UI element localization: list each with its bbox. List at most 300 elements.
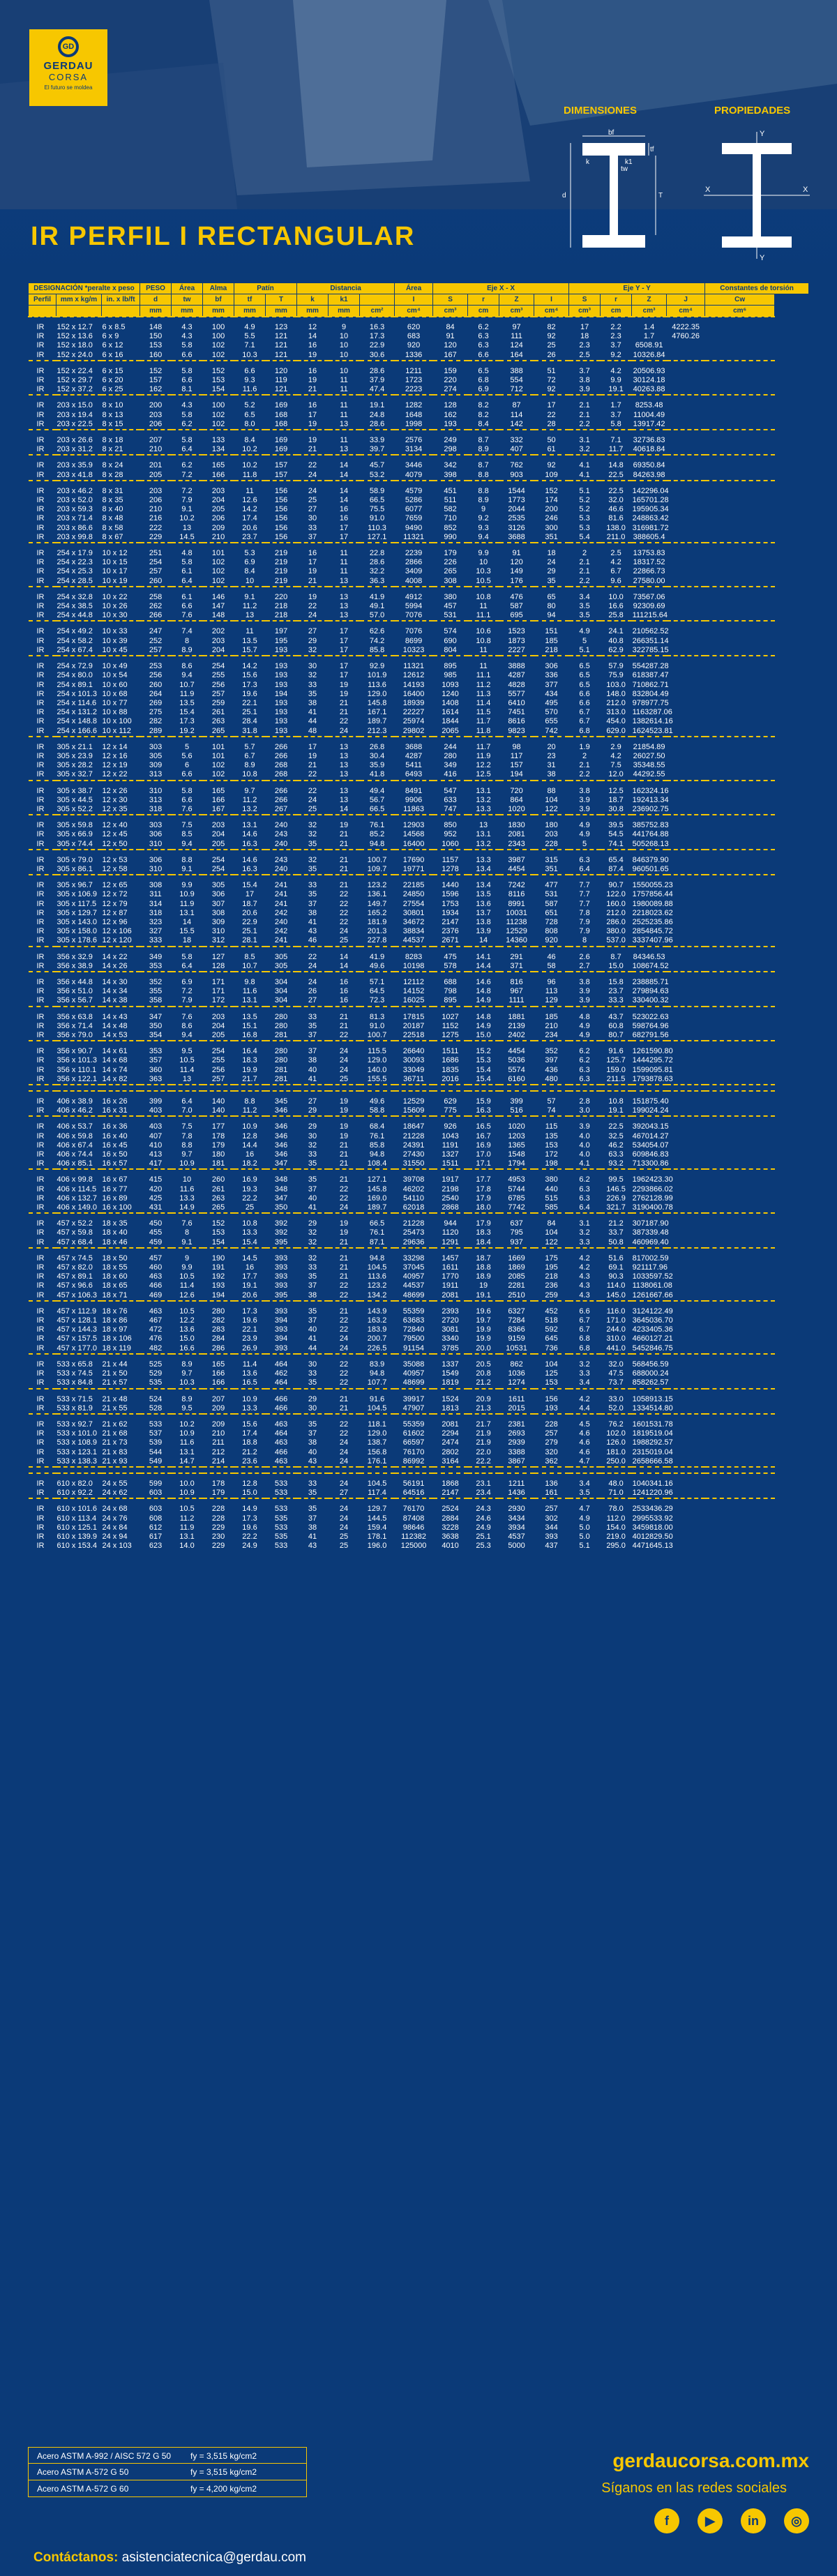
table-cell: 511 xyxy=(444,496,457,505)
table-cell: 8 x 10 xyxy=(102,401,123,410)
table-cell: 254 x 67.4 xyxy=(56,645,93,654)
table-cell: 16.3 xyxy=(369,323,385,331)
table-cell: 466 xyxy=(149,1281,163,1290)
table-cell: 406 x 99.8 xyxy=(56,1175,93,1184)
table-cell: 2393 xyxy=(442,1306,459,1316)
table-cell: 15.7 xyxy=(242,645,257,654)
table-cell: 8 x 18 xyxy=(102,436,123,445)
table-cell: 17.3 xyxy=(179,717,195,726)
table-cell: 1911 xyxy=(442,1281,459,1290)
table-cell: 55359 xyxy=(402,1306,425,1316)
table-cell: 204 xyxy=(211,830,225,839)
table-cell: 6.3 xyxy=(579,855,590,864)
table-cell: IR xyxy=(36,770,45,779)
table-cell: IR xyxy=(36,505,45,514)
table-cell: 22.9 xyxy=(369,341,385,350)
table-cell: 40957 xyxy=(402,1369,425,1378)
table-cell: 533 x 65.8 xyxy=(56,1359,93,1369)
table-cell: 23.4 xyxy=(476,1489,491,1498)
table-cell: 1793878.63 xyxy=(632,1074,673,1083)
table-cell: 397 xyxy=(545,1056,558,1065)
table-cell: 21228 xyxy=(402,1219,425,1228)
table-cell: 123.2 xyxy=(367,881,387,890)
facebook-icon[interactable]: f xyxy=(654,2508,679,2533)
table-cell: 467 xyxy=(149,1316,163,1325)
table-cell: 410 xyxy=(149,1140,163,1150)
table-cell: 440 xyxy=(545,1184,558,1193)
group-separator xyxy=(29,1091,809,1097)
table-cell: 5.1 xyxy=(579,1542,590,1551)
table-cell: 101 xyxy=(211,742,225,751)
table-cell: 13.1 xyxy=(242,821,257,830)
table-cell: 7.1 xyxy=(244,341,255,350)
table-cell: 1457 xyxy=(442,1253,459,1263)
table-cell: 1152 xyxy=(442,1021,459,1030)
table-cell: 167.1 xyxy=(367,708,387,717)
group-separator xyxy=(29,781,809,787)
table-cell: 3.4 xyxy=(579,1378,590,1387)
table-cell: 13.1 xyxy=(476,786,491,795)
table-row xyxy=(29,1281,809,1290)
table-cell: 145.0 xyxy=(606,1290,626,1300)
table-cell: 37 xyxy=(308,1429,317,1438)
table-cell: 4471645.13 xyxy=(632,1542,673,1551)
table-cell: 33.9 xyxy=(369,436,385,445)
table-cell: IR xyxy=(36,558,45,567)
table-cell: 305 x 59.8 xyxy=(56,821,93,830)
table-cell: 533 x 138.3 xyxy=(56,1456,97,1466)
table-cell: 33049 xyxy=(402,1065,425,1074)
table-row xyxy=(29,627,809,636)
table-cell: 14 x 38 xyxy=(102,996,128,1005)
table-cell: 16.9 xyxy=(476,1140,491,1150)
table-row xyxy=(29,461,809,470)
linkedin-icon[interactable]: in xyxy=(741,2508,766,2533)
table-cell: 22.9 xyxy=(242,917,257,926)
table-cell: 16 x 40 xyxy=(102,1131,128,1140)
table-cell: 25.1 xyxy=(242,927,257,936)
table-cell: 198 xyxy=(545,1159,558,1168)
table-cell: 380 xyxy=(444,592,457,601)
table-cell: 115 xyxy=(545,1122,558,1131)
table-cell: 7.5 xyxy=(610,761,621,770)
table-cell: 22 xyxy=(339,1316,349,1325)
table-cell: 123 xyxy=(274,323,288,331)
table-cell: 40 xyxy=(308,1447,317,1456)
table-cell: 5.4 xyxy=(579,532,590,541)
table-cell: 9.2 xyxy=(478,514,489,523)
table-cell: IR xyxy=(36,549,45,558)
table-cell: 25473 xyxy=(402,1228,425,1237)
table-row xyxy=(29,962,809,972)
table-row xyxy=(29,558,809,567)
table-cell: 4010 xyxy=(442,1542,459,1551)
table-cell: 22 xyxy=(339,908,349,917)
table-cell: IR xyxy=(36,908,45,917)
table-cell: 25 xyxy=(308,496,317,505)
table-cell: 305 x 86.1 xyxy=(56,864,93,873)
table-cell: 94.8 xyxy=(369,1369,385,1378)
table-cell: 205 xyxy=(211,505,225,514)
table-cell: 264 xyxy=(149,689,163,698)
table-cell: 263 xyxy=(211,717,225,726)
table-cell: 8.7 xyxy=(478,436,489,445)
table-cell: 71.0 xyxy=(608,1489,624,1498)
table-cell: 1686 xyxy=(442,1056,459,1065)
table-cell: 203 xyxy=(211,1012,225,1021)
table-cell: IR xyxy=(36,804,45,813)
table-row xyxy=(29,1334,809,1343)
table-cell: 11 xyxy=(340,549,348,558)
table-cell: 967 xyxy=(510,987,523,996)
table-cell: 58.9 xyxy=(369,486,385,495)
table-cell: 6.3 xyxy=(478,341,489,350)
group-separator xyxy=(29,1498,809,1505)
table-cell: 24 xyxy=(308,961,317,970)
table-cell: 30.4 xyxy=(369,751,385,760)
table-cell: 713300.86 xyxy=(632,1159,669,1168)
website-link[interactable]: gerdaucorsa.com.mx xyxy=(612,2450,809,2471)
table-cell: 2671 xyxy=(442,936,459,945)
table-cell: 193 xyxy=(274,680,288,689)
instagram-icon[interactable]: ◎ xyxy=(784,2508,809,2533)
table-cell: 181.9 xyxy=(367,917,387,926)
table-cell: 49.1 xyxy=(369,602,385,611)
table-cell: 13 xyxy=(339,419,349,428)
table-row xyxy=(29,770,809,780)
table-cell: 599 xyxy=(149,1479,163,1488)
table-cell: 242 xyxy=(274,927,288,936)
table-cell: 5.8 xyxy=(181,436,193,445)
table-cell: 309 xyxy=(149,761,163,770)
table-cell: 2866 xyxy=(405,558,423,567)
table-cell: 11 xyxy=(340,558,348,567)
table-cell: 11 xyxy=(340,436,348,445)
table-cell: 25974 xyxy=(402,717,425,726)
table-cell: 1596 xyxy=(442,890,459,899)
table-cell: 212.0 xyxy=(606,698,626,707)
table-cell: 31 xyxy=(547,761,556,770)
table-cell: 203 x 99.8 xyxy=(56,532,93,541)
table-cell: 27580.00 xyxy=(633,576,665,585)
table-cell: 436 xyxy=(545,1065,558,1074)
table-cell: 6.7 xyxy=(610,567,621,576)
header-cell: Perfil xyxy=(29,294,56,306)
table-cell: 1334514.80 xyxy=(632,1403,673,1413)
table-cell: 21 x 73 xyxy=(102,1438,128,1447)
table-cell: 13 xyxy=(339,611,349,620)
table-cell: 1835 xyxy=(442,1065,459,1074)
table-cell: 219.0 xyxy=(606,1532,626,1541)
table-cell: 356 x 51.0 xyxy=(56,987,93,996)
table-cell: 1.7 xyxy=(643,332,655,341)
table-cell: 12 x 53 xyxy=(102,855,128,864)
table-cell: 38 xyxy=(308,698,317,707)
table-cell: 280 xyxy=(274,1056,288,1065)
table-cell: 1773 xyxy=(508,496,525,505)
table-cell: 18.0 xyxy=(476,1203,491,1212)
table-cell: 60.8 xyxy=(608,1021,624,1030)
table-cell: 610 x 113.4 xyxy=(56,1514,97,1523)
table-cell: 463 xyxy=(274,1438,288,1447)
table-cell: 336 xyxy=(545,671,558,680)
table-cell: 305 x 106.9 xyxy=(56,890,97,899)
table-cell: 603 xyxy=(149,1489,163,1498)
table-cell: 14.2 xyxy=(242,662,257,671)
table-cell: 533 xyxy=(274,1479,288,1488)
table-cell: 10 x 100 xyxy=(102,717,132,726)
table-cell: 305 x 79.0 xyxy=(56,855,93,864)
table-cell: 203 x 35.9 xyxy=(56,461,93,470)
table-cell: 18 x 46 xyxy=(102,1237,128,1246)
table-cell: IR xyxy=(36,1479,45,1488)
table-cell: IR xyxy=(36,1334,45,1343)
table-cell: 603 xyxy=(149,1505,163,1514)
table-cell: 348 xyxy=(274,1175,288,1184)
table-cell: 1043 xyxy=(442,1131,459,1140)
table-cell: 168 xyxy=(274,419,288,428)
table-cell: 305 x 158.0 xyxy=(56,927,97,936)
table-cell: 8 xyxy=(184,636,190,645)
table-cell: 21 xyxy=(339,1403,349,1413)
table-cell: 22 xyxy=(339,1359,349,1369)
logo-sub: CORSA xyxy=(48,72,89,82)
table-cell: 156 xyxy=(545,1394,558,1403)
table-cell: 261 xyxy=(211,1184,225,1193)
header-cell: cm² xyxy=(360,306,395,317)
table-cell: 24 xyxy=(547,558,556,567)
table-cell: 403 xyxy=(149,1106,163,1115)
table-cell: 254 x 148.8 xyxy=(56,717,97,726)
table-cell: 125.7 xyxy=(606,1056,626,1065)
table-cell: IR xyxy=(36,567,45,576)
table-cell: 11 xyxy=(246,486,254,495)
steel-grade-row xyxy=(28,2447,307,2464)
table-cell: 203 xyxy=(211,636,225,645)
table-cell: 9.1 xyxy=(181,1237,193,1246)
table-cell: 463 xyxy=(149,1306,163,1316)
table-cell: 457 x 144.3 xyxy=(56,1325,97,1334)
table-cell: 356 x 90.7 xyxy=(56,1047,93,1056)
table-cell: 128 xyxy=(444,401,457,410)
table-cell: 16 xyxy=(308,401,317,410)
table-cell: 286.0 xyxy=(606,917,626,926)
table-cell: 11004.49 xyxy=(633,410,665,419)
table-cell: 19 xyxy=(339,689,349,698)
table-cell: 305 x 178.6 xyxy=(56,936,97,945)
table-cell: 11.4 xyxy=(476,698,491,707)
table-cell: 266 xyxy=(149,611,163,620)
table-cell: 16.3 xyxy=(242,864,257,873)
table-cell: 10.8 xyxy=(242,1219,257,1228)
table-cell: 2081 xyxy=(442,1419,459,1429)
table-cell: 1980089.88 xyxy=(632,899,673,908)
contact-email[interactable]: asistenciatecnica@gerdau.com xyxy=(121,2550,306,2565)
table-cell: 21 x 93 xyxy=(102,1456,128,1466)
table-cell: 104.5 xyxy=(367,1479,387,1488)
table-row xyxy=(29,1185,809,1194)
table-cell: 345 xyxy=(274,1097,288,1106)
table-cell: 554287.28 xyxy=(632,662,669,671)
table-cell: 307 xyxy=(211,899,225,908)
table-cell: 262 xyxy=(149,602,163,611)
header-cell: S xyxy=(433,294,468,306)
table-cell: 159.0 xyxy=(606,1065,626,1074)
table-cell: 49.6 xyxy=(369,961,385,970)
table-cell: 152 xyxy=(545,486,558,495)
table-cell: 19 xyxy=(339,1106,349,1115)
table-row xyxy=(29,987,809,996)
table-cell: 3.5 xyxy=(579,1489,590,1498)
table-cell: IR xyxy=(36,410,45,419)
table-cell: IR xyxy=(36,350,45,359)
table-cell: 56.7 xyxy=(369,795,385,804)
table-cell: 17.3 xyxy=(242,1306,257,1316)
table-cell: 191 xyxy=(211,1263,225,1272)
table-cell: 6.4 xyxy=(579,1203,590,1212)
table-cell: 21.2 xyxy=(608,1219,624,1228)
group-separator xyxy=(29,850,809,856)
table-cell: 5 xyxy=(582,636,587,645)
table-cell: IR xyxy=(36,761,45,770)
table-row xyxy=(29,1532,809,1542)
table-cell: 406 x 85.1 xyxy=(56,1159,93,1168)
table-cell: IR xyxy=(36,366,45,375)
table-cell: 2044 xyxy=(508,505,525,514)
table-cell: 3785 xyxy=(442,1343,459,1353)
table-cell: 16 x 50 xyxy=(102,1150,128,1159)
table-cell: 14 xyxy=(339,470,349,479)
table-cell: 21.2 xyxy=(476,1378,491,1387)
table-row xyxy=(29,662,809,671)
table-cell: 209 xyxy=(211,1403,225,1413)
table-cell: 2.6 xyxy=(579,952,590,961)
table-row xyxy=(29,1420,809,1429)
table-cell: 9.1 xyxy=(244,592,255,601)
table-cell: 2.5 xyxy=(610,549,621,558)
table-cell: 393 xyxy=(545,1532,558,1541)
table-cell: 201.3 xyxy=(367,927,387,936)
table-cell: 864 xyxy=(510,795,523,804)
table-cell: 46.6 xyxy=(608,505,624,514)
table-cell: 20.6 xyxy=(242,908,257,917)
table-cell: IR xyxy=(36,602,45,611)
table-cell: 393 xyxy=(274,1272,288,1281)
table-cell: 2693 xyxy=(508,1429,525,1438)
table-cell: 192 xyxy=(211,1272,225,1281)
table-cell: 8 x 67 xyxy=(102,532,123,541)
table-row xyxy=(29,840,809,850)
table-row xyxy=(29,1344,809,1354)
table-cell: 4.9 xyxy=(579,821,590,830)
table-cell: 207 xyxy=(211,1394,225,1403)
table-cell: 1444295.72 xyxy=(632,1056,673,1065)
table-cell: 29 xyxy=(547,567,556,576)
table-cell: 13.2 xyxy=(242,804,257,813)
table-cell: 167 xyxy=(211,804,225,813)
header-cell: cm xyxy=(468,306,499,317)
table-cell: 4.0 xyxy=(579,1140,590,1150)
table-row xyxy=(29,708,809,717)
table-cell: 1436 xyxy=(508,1489,525,1498)
table-cell: 13 xyxy=(245,611,255,620)
table-cell: 21 xyxy=(308,445,317,454)
table-cell: 21.2 xyxy=(242,1447,257,1456)
table-cell: 13.4 xyxy=(476,864,491,873)
table-row xyxy=(29,411,809,420)
table-cell: 142296.04 xyxy=(632,486,669,495)
table-cell: 22.1 xyxy=(242,698,257,707)
table-cell: 12.8 xyxy=(242,1479,257,1488)
table-cell: 84 xyxy=(547,1219,556,1228)
table-cell: 46.2 xyxy=(608,1140,624,1150)
table-cell: 10.5 xyxy=(179,1505,195,1514)
table-cell: 161 xyxy=(545,1489,558,1498)
table-cell: 10323 xyxy=(402,645,425,654)
table-cell: 1.4 xyxy=(643,323,655,331)
table-cell: 113.6 xyxy=(368,680,386,689)
table-cell: 11 xyxy=(479,602,488,611)
table-cell: 152 xyxy=(149,366,163,375)
table-cell: IR xyxy=(36,890,45,899)
table-cell: IR xyxy=(36,689,45,698)
table-cell: 87.4 xyxy=(608,864,624,873)
table-cell: 434 xyxy=(545,689,558,698)
table-row xyxy=(29,420,809,430)
table-cell: 176 xyxy=(510,576,523,585)
table-cell: 13917.42 xyxy=(633,419,665,428)
table-cell: 15.6 xyxy=(242,671,257,680)
table-cell: 463 xyxy=(274,1419,288,1429)
table-cell: 12 x 120 xyxy=(102,936,132,945)
table-cell: 254 x 25.3 xyxy=(56,567,93,576)
table-cell: 164 xyxy=(510,350,523,359)
table-cell: 92 xyxy=(547,332,556,341)
table-cell: 8.2 xyxy=(478,410,489,419)
table-cell: 2524 xyxy=(442,1505,459,1514)
table-cell: 531 xyxy=(444,611,457,620)
table-cell: 246 xyxy=(545,514,558,523)
logo-tagline: El futuro se moldea xyxy=(44,84,93,91)
x-right-label: X xyxy=(803,186,808,194)
youtube-icon[interactable]: ▶ xyxy=(698,2508,723,2533)
table-cell: 393 xyxy=(274,1281,288,1290)
table-cell: 120 xyxy=(510,558,523,567)
table-cell: 23.1 xyxy=(476,1479,491,1488)
table-cell: 269 xyxy=(149,698,163,707)
header-cell: cm³ xyxy=(499,306,534,317)
header-group-cell: Alma xyxy=(203,283,234,294)
table-cell: 8 x 15 xyxy=(102,419,123,428)
table-cell: 21 x 48 xyxy=(102,1394,128,1403)
table-cell: 12 x 22 xyxy=(102,770,128,779)
table-cell: 98646 xyxy=(402,1523,425,1532)
table-cell: 306 xyxy=(211,890,225,899)
table-cell: 895 xyxy=(444,996,457,1005)
table-cell: 1599095.81 xyxy=(632,1065,673,1074)
table-cell: 241 xyxy=(274,936,288,945)
table-cell: 6.6 xyxy=(181,770,193,779)
table-cell: 24 xyxy=(339,1479,349,1488)
table-cell: 13 xyxy=(339,751,349,760)
table-cell: 6508.91 xyxy=(635,341,663,350)
table-cell: 195905.34 xyxy=(632,505,669,514)
table-cell: 21 xyxy=(308,761,317,770)
table-cell: 30 xyxy=(308,662,317,671)
table-cell: 29 xyxy=(308,1106,317,1115)
table-cell: 17.8 xyxy=(476,1184,491,1193)
table-cell: 16 xyxy=(339,514,349,523)
